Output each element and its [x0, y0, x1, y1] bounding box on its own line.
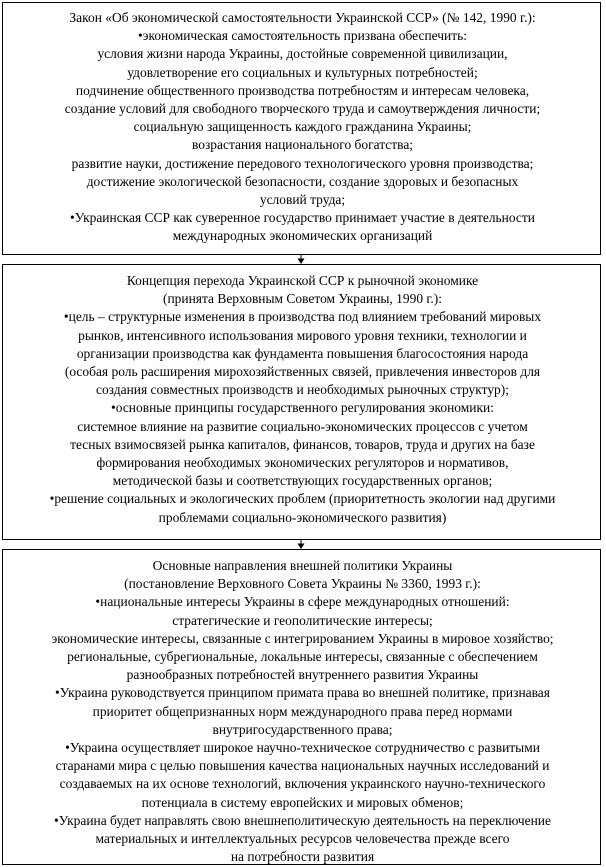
- box-text-line: удовлетворение его социальных и культурных потребностей;: [127, 64, 478, 80]
- box-text-line: создаваемых на их основе технологий, включения украинского научно-технического: [59, 776, 546, 792]
- box-title: Концепция перехода Украинской ССР к рыночной экономике: [126, 273, 479, 288]
- box-text-line: старанами мира с целью повышения качества национальных научных исследований и: [55, 758, 550, 774]
- box-text-line: •Украина осуществляет широкое научно-техническое сотрудничество с развитыми: [65, 740, 540, 755]
- box-text-line: внутригосударственного права;: [212, 721, 393, 737]
- box-text-line: (особая роль расширения мирохозяйственных связей, привлечения инвесторов для: [64, 364, 541, 379]
- box-text-line: •Украина руководствуется принципом примата права во внешней политике, признавая: [55, 685, 550, 701]
- box-text-line: •национальные интересы Украины в сфере международных отношений:: [95, 594, 510, 610]
- concept-box: [2, 264, 601, 540]
- law-box: [2, 2, 601, 255]
- box-text-line: организации производства как фундамента повышения благосостояния народа: [76, 345, 529, 361]
- box-text-line: рынков, интенсивного использования мирового уровня техники, технологии и: [78, 327, 527, 343]
- box-text-line: •Украинская ССР как суверенное государство принимает участие в деятельности: [70, 210, 535, 226]
- box-text-line: на потребности развития: [230, 849, 375, 865]
- box-text-line: приоритет общепризнанных норм международного права перед нормами: [92, 703, 513, 719]
- foreign-policy-box: [2, 549, 601, 865]
- box-text-line: материальных и интеллектуальных ресурсов человечества прежде всего: [95, 831, 510, 846]
- box-text-line: (постановление Верховного Совета Украины № 3360, 1993 г.):: [124, 576, 481, 592]
- box-text-line: формирования необходимых экономических регуляторов и нормативов,: [96, 455, 509, 470]
- box-text-line: региональные, субрегиональные, локальные интересы, связанные с обеспечением: [67, 649, 538, 664]
- box-title: Основные направления внешней политики Украины: [152, 558, 453, 573]
- box-text-line: социальную защищенность каждого гражданина Украины;: [133, 119, 472, 135]
- box-text-line: (принята Верховным Советом Украины, 1990 г.):: [162, 291, 443, 307]
- box-text-line: достижение экологической безопасности, создание здоровых и безопасных: [86, 173, 519, 189]
- box-text-line: стратегические и геополитические интересы;: [172, 612, 433, 628]
- box-text-line: тесных взимосвязей рынка капиталов, финансов, товаров, труда и других на базе: [70, 436, 535, 452]
- arrow-down-icon: [296, 255, 306, 264]
- box-text-line: условий труда;: [259, 192, 346, 207]
- box-title: Закон «Об экономической самостоятельности Украинской ССР» (№ 142, 1990 г.):: [69, 10, 536, 25]
- box-text-line: •Украина будет направлять свою внешнеполитическую деятельность на переключение: [54, 812, 551, 828]
- box-text-line: потенциала в систему европейских и мировых обменов;: [141, 794, 464, 810]
- box-text-line: международных экономических организаций: [172, 228, 433, 244]
- box-text-line: подчинение общественного производства потребностям и интересам человека,: [75, 82, 530, 98]
- box-text-line: возрастания национального богатства;: [191, 137, 414, 153]
- box-text-line: создания совместных производств и необходимых рыночных структур);: [95, 382, 510, 398]
- box-text-line: методической базы и соответствующих государственных органов;: [112, 473, 493, 489]
- box-text-line: •основные принципы государственного регулирования экономики:: [111, 400, 494, 416]
- box-text-line: проблемами социально-экономического развития): [158, 509, 447, 525]
- box-text-line: создание условий для свободного творческого труда и самоутверждения личности;: [64, 101, 541, 116]
- box-text-line: •экономическая самостоятельность призвана обеспечить:: [137, 28, 467, 44]
- box-text-line: разнообразных потребностей внутреннего развития Украины: [126, 667, 479, 683]
- box-text-line: •цель – структурные изменения в производства под влиянием требований мировых: [63, 309, 542, 325]
- box-text-line: •решение социальных и экологических проблем (приоритетность экологии над другими: [49, 491, 556, 507]
- box-text-line: развитие науки, достижение передового технологического уровня производства;: [71, 155, 534, 171]
- box-text-line: системное влияние на развитие социально-экономических процессов с учетом: [77, 418, 528, 434]
- arrow-down-icon: [296, 540, 306, 549]
- box-text-line: условия жизни народа Украины, достойные современной цивилизации,: [97, 46, 508, 62]
- box-text-line: экономические интересы, связанные с интегрированием Украины в мировое хозяйство;: [51, 630, 554, 646]
